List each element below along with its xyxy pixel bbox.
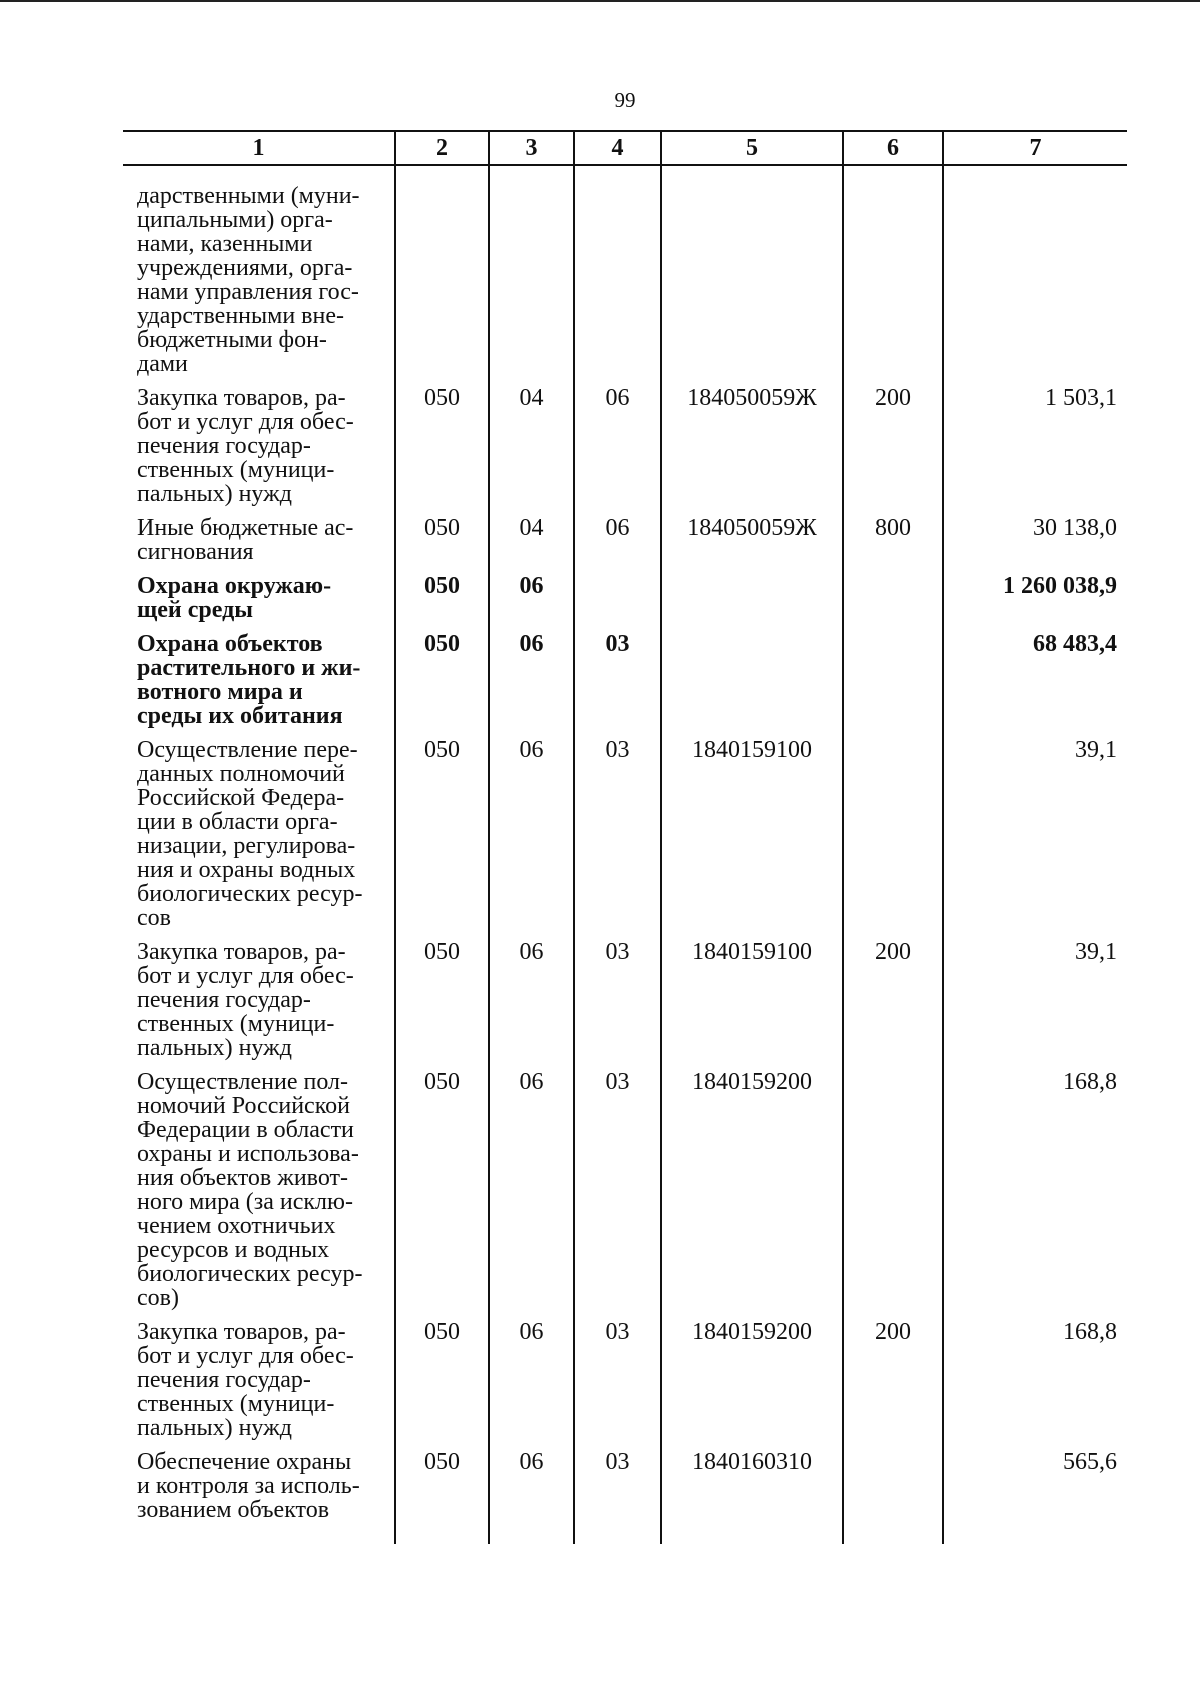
subsection-code-value: 03 (605, 631, 630, 657)
amount (943, 632, 1127, 738)
description-line: сов) (137, 1285, 179, 1311)
target-article-code-value: 1840159100 (692, 737, 812, 763)
target-article-code (661, 574, 843, 632)
amount (943, 184, 1127, 386)
section-code (489, 1450, 574, 1532)
description-line: бот и услуг для обес- (137, 409, 354, 435)
row-description (123, 738, 395, 940)
amount-value: 39,1 (1075, 737, 1117, 763)
spacer-row (123, 165, 1127, 184)
description-line: ственных (муници- (137, 1391, 335, 1417)
description-line: ственных (муници- (137, 1011, 335, 1037)
expense-type-code (843, 1450, 943, 1532)
description-line: пальных) нужд (137, 481, 292, 507)
expense-type-code (843, 184, 943, 386)
section-code-value: 06 (519, 1449, 544, 1475)
target-article-code-value: 1840159200 (692, 1319, 812, 1345)
description-line: ственных (муници- (137, 457, 335, 483)
subsection-code-value: 03 (605, 939, 630, 965)
column-header: 7 (943, 131, 1127, 165)
target-article-code (661, 738, 843, 940)
description-line: и контроля за исполь- (137, 1473, 360, 1499)
amount (943, 1320, 1127, 1450)
table-body (123, 165, 1127, 1544)
amount-value: 565,6 (1063, 1449, 1117, 1475)
budget-table (123, 130, 1127, 1544)
column-header: 2 (395, 131, 489, 165)
target-article-code (661, 516, 843, 574)
table-row (123, 386, 1127, 516)
row-description (123, 1070, 395, 1320)
amount-value: 1 503,1 (1045, 385, 1117, 411)
admin-code (395, 574, 489, 632)
subsection-code-value: 06 (605, 515, 630, 541)
subsection-code-value: 03 (605, 1069, 630, 1095)
admin-code (395, 1450, 489, 1532)
description-line: охраны и использова- (137, 1141, 359, 1167)
expense-type-code (843, 574, 943, 632)
column-header: 6 (843, 131, 943, 165)
target-article-code (661, 940, 843, 1070)
table-row (123, 1450, 1127, 1532)
expense-type-code-value: 200 (875, 1319, 911, 1345)
expense-type-code-value (844, 184, 942, 194)
expense-type-code (843, 1320, 943, 1450)
bottom-spacer-row (123, 1532, 1127, 1544)
header-row (123, 131, 1127, 165)
admin-code-value: 050 (424, 385, 460, 411)
admin-code (395, 386, 489, 516)
amount (943, 386, 1127, 516)
section-code (489, 574, 574, 632)
section-code-value: 06 (519, 939, 544, 965)
section-code-value (490, 184, 573, 194)
subsection-code (574, 574, 661, 632)
description-line: растительного и жи- (137, 655, 361, 681)
target-article-code (661, 1450, 843, 1532)
section-code-value: 06 (519, 737, 544, 763)
description-line: пальных) нужд (137, 1035, 292, 1061)
target-article-code-value (662, 184, 842, 194)
amount (943, 574, 1127, 632)
description-line: зованием объектов (137, 1497, 330, 1523)
description-line: ния и охраны водных (137, 857, 356, 883)
target-article-code-value: 184050059Ж (687, 385, 817, 411)
expense-type-code (843, 386, 943, 516)
target-article-code (661, 386, 843, 516)
admin-code-value: 050 (424, 1319, 460, 1345)
column-header: 5 (661, 131, 843, 165)
description-line: биологических ресур- (137, 881, 363, 907)
amount-value: 30 138,0 (1033, 515, 1117, 541)
description-line: бот и услуг для обес- (137, 963, 354, 989)
description-line: Охрана объектов (137, 631, 323, 657)
target-article-code (661, 632, 843, 738)
target-article-code (661, 1070, 843, 1320)
row-description (123, 386, 395, 516)
subsection-code (574, 1450, 661, 1532)
table-row (123, 1320, 1127, 1450)
section-code (489, 386, 574, 516)
admin-code (395, 1070, 489, 1320)
row-description (123, 1320, 395, 1450)
subsection-code (574, 184, 661, 386)
description-line: бот и услуг для обес- (137, 1343, 354, 1369)
description-line: чением охотничьих (137, 1213, 336, 1239)
description-line: Закупка товаров, ра- (137, 1319, 346, 1345)
expense-type-code-value (844, 738, 942, 748)
expense-type-code-value: 800 (875, 515, 911, 541)
amount-value (944, 184, 1117, 194)
subsection-code (574, 738, 661, 940)
description-line: Осуществление пере- (137, 737, 358, 763)
description-line: ударственными вне- (137, 303, 344, 329)
description-line: биологических ресур- (137, 1261, 363, 1287)
description-line: щей среды (137, 597, 253, 623)
section-code-value: 06 (519, 1069, 544, 1095)
amount (943, 940, 1127, 1070)
admin-code (395, 940, 489, 1070)
expense-type-code-value (844, 1070, 942, 1080)
admin-code (395, 632, 489, 738)
expense-type-code (843, 738, 943, 940)
column-header: 1 (123, 131, 395, 165)
admin-code (395, 516, 489, 574)
section-code (489, 516, 574, 574)
amount-value: 168,8 (1063, 1069, 1117, 1095)
target-article-code-value: 184050059Ж (687, 515, 817, 541)
expense-type-code (843, 1070, 943, 1320)
description-line: сигнования (137, 539, 254, 565)
description-line: среды их обитания (137, 703, 343, 729)
amount-value: 168,8 (1063, 1319, 1117, 1345)
description-line: ципальными) орга- (137, 207, 333, 233)
amount (943, 516, 1127, 574)
subsection-code-value (575, 184, 660, 194)
subsection-code-value: 03 (605, 1319, 630, 1345)
description-line: ного мира (за исклю- (137, 1189, 353, 1215)
section-code (489, 1070, 574, 1320)
expense-type-code-value: 200 (875, 385, 911, 411)
table-row (123, 516, 1127, 574)
section-code-value: 06 (519, 1319, 544, 1345)
top-rule (0, 0, 1200, 2)
section-code-value: 04 (519, 515, 544, 541)
description-line: сов (137, 905, 171, 931)
amount-value: 1 260 038,9 (1003, 573, 1117, 599)
description-line: ресурсов и водных (137, 1237, 330, 1263)
description-line: ции в области орга- (137, 809, 338, 835)
admin-code (395, 1320, 489, 1450)
description-line: Обеспечение охраны (137, 1449, 352, 1475)
amount (943, 1450, 1127, 1532)
admin-code-value: 050 (424, 631, 460, 657)
table-row (123, 940, 1127, 1070)
amount (943, 738, 1127, 940)
subsection-code-value: 06 (605, 385, 630, 411)
section-code-value: 06 (519, 631, 544, 657)
row-description (123, 574, 395, 632)
amount-value: 68 483,4 (1033, 631, 1117, 657)
admin-code-value: 050 (424, 1449, 460, 1475)
amount-value: 39,1 (1075, 939, 1117, 965)
description-line: Охрана окружаю- (137, 573, 332, 599)
subsection-code (574, 516, 661, 574)
description-line: учреждениями, орга- (137, 255, 353, 281)
table-row (123, 632, 1127, 738)
subsection-code (574, 1320, 661, 1450)
description-line: Закупка товаров, ра- (137, 939, 346, 965)
description-line: номочий Российской (137, 1093, 350, 1119)
row-description (123, 940, 395, 1070)
target-article-code-value: 1840160310 (692, 1449, 812, 1475)
description-line: ния объектов живот- (137, 1165, 349, 1191)
target-article-code-value: 1840159200 (692, 1069, 812, 1095)
expense-type-code-value (844, 1450, 942, 1460)
admin-code-value: 050 (424, 737, 460, 763)
target-article-code-value (662, 632, 842, 642)
description-line: Федерации в области (137, 1117, 354, 1143)
section-code (489, 632, 574, 738)
description-line: нами управления гос- (137, 279, 359, 305)
table-row (123, 184, 1127, 386)
subsection-code (574, 386, 661, 516)
description-line: Иные бюджетные ас- (137, 515, 354, 541)
subsection-code (574, 632, 661, 738)
page-number: 99 (614, 88, 636, 112)
subsection-code (574, 1070, 661, 1320)
expense-type-code-value (844, 632, 942, 642)
section-code-value: 04 (519, 385, 544, 411)
subsection-code-value: 03 (605, 1449, 630, 1475)
amount (943, 1070, 1127, 1320)
description-line: печения государ- (137, 1367, 311, 1393)
table-row (123, 574, 1127, 632)
subsection-code-value: 03 (605, 737, 630, 763)
target-article-code-value: 1840159100 (692, 939, 812, 965)
target-article-code-value (662, 574, 842, 584)
description-line: Российской Федера- (137, 785, 345, 811)
table-row (123, 738, 1127, 940)
column-header: 3 (489, 131, 574, 165)
expense-type-code (843, 516, 943, 574)
description-line: вотного мира и (137, 679, 303, 705)
column-header: 4 (574, 131, 661, 165)
description-line: печения государ- (137, 987, 311, 1013)
row-description (123, 1450, 395, 1532)
subsection-code-value (575, 574, 660, 584)
admin-code-value: 050 (424, 939, 460, 965)
expense-type-code (843, 940, 943, 1070)
admin-code (395, 184, 489, 386)
admin-code-value: 050 (424, 515, 460, 541)
expense-type-code-value: 200 (875, 939, 911, 965)
description-line: бюджетными фон- (137, 327, 327, 353)
row-description (123, 184, 395, 386)
description-line: пальных) нужд (137, 1415, 292, 1441)
row-description (123, 632, 395, 738)
description-line: дарственными (муни- (137, 183, 360, 209)
target-article-code (661, 184, 843, 386)
description-line: Закупка товаров, ра- (137, 385, 346, 411)
description-line: дами (137, 351, 188, 377)
description-line: данных полномочий (137, 761, 345, 787)
section-code (489, 940, 574, 1070)
admin-code-value: 050 (424, 573, 460, 599)
section-code (489, 738, 574, 940)
description-line: Осуществление пол- (137, 1069, 349, 1095)
section-code (489, 1320, 574, 1450)
description-line: печения государ- (137, 433, 311, 459)
description-line: низации, регулирова- (137, 833, 356, 859)
admin-code-value (396, 184, 488, 194)
target-article-code (661, 1320, 843, 1450)
description-line: нами, казенными (137, 231, 313, 257)
expense-type-code-value (844, 574, 942, 584)
expense-type-code (843, 632, 943, 738)
table-row (123, 1070, 1127, 1320)
section-code (489, 184, 574, 386)
section-code-value: 06 (519, 573, 544, 599)
subsection-code (574, 940, 661, 1070)
row-description (123, 516, 395, 574)
admin-code-value: 050 (424, 1069, 460, 1095)
admin-code (395, 738, 489, 940)
